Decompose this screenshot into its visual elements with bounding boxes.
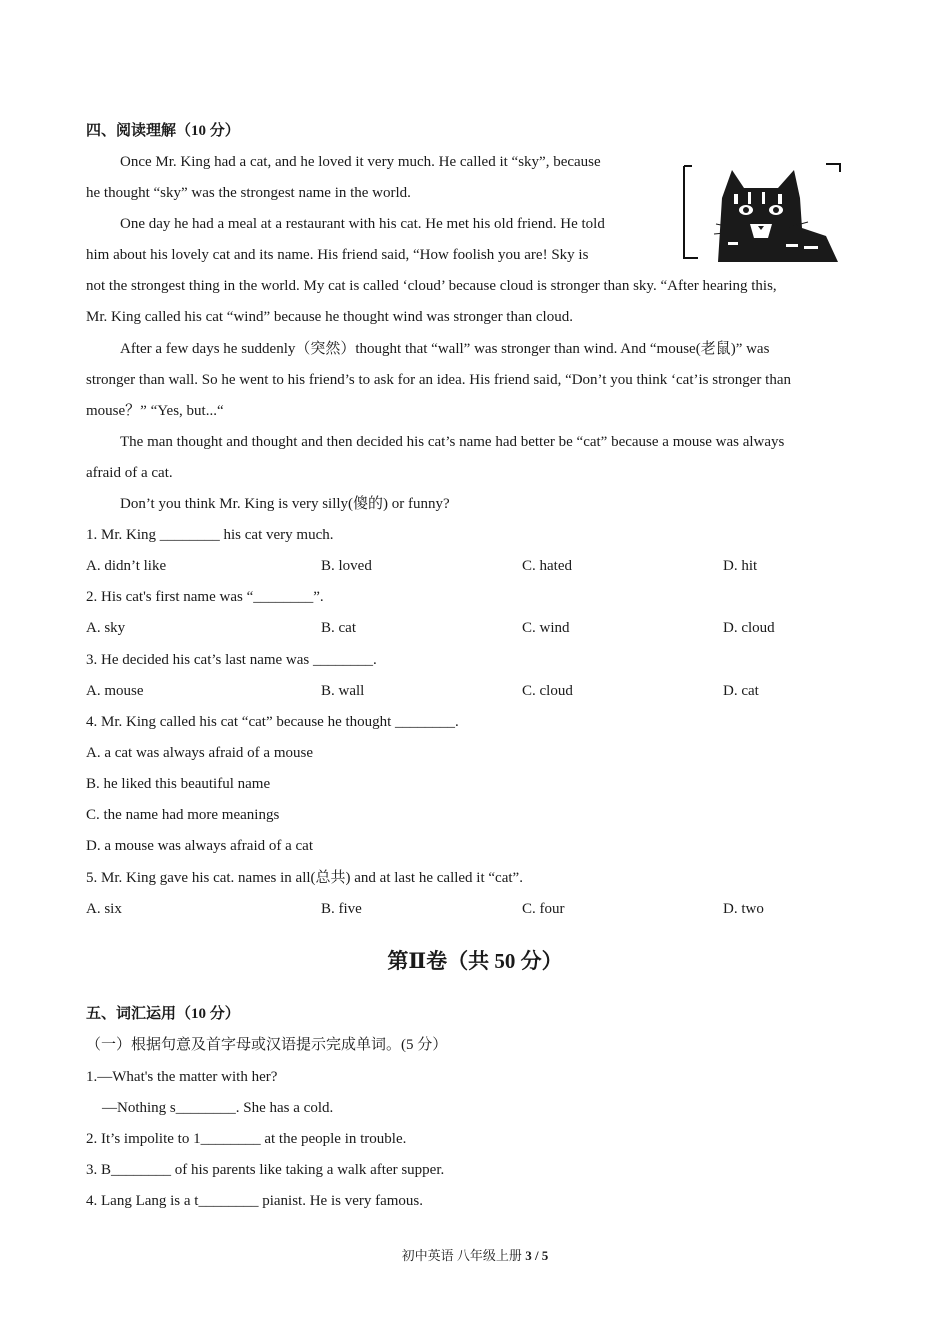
option-b: B. cat xyxy=(321,620,356,636)
cat-illustration xyxy=(678,158,844,266)
vocab-item: 3. B________ of his parents like taking a walk after supper. xyxy=(86,1162,445,1178)
section-4-title: 四、阅读理解（10 分） xyxy=(86,123,240,139)
exam-page xyxy=(86,0,864,1344)
option-d: D. two xyxy=(723,901,764,917)
passage-line: mouse？” “Yes, but...“ xyxy=(86,403,224,419)
option-c: C. four xyxy=(522,901,565,917)
option-c: C. wind xyxy=(522,620,570,636)
vocab-item: 2. It’s impolite to 1________ at the people in trouble. xyxy=(86,1131,407,1147)
passage-line: Once Mr. King had a cat, and he loved it very much. He called it “sky”, because xyxy=(120,154,601,170)
option-c: C. cloud xyxy=(522,683,573,699)
passage-line: afraid of a cat. xyxy=(86,465,173,481)
question-stem: 2. His cat's first name was “________”. xyxy=(86,589,324,605)
option-b: B. five xyxy=(321,901,362,917)
page-number: 3 / 5 xyxy=(525,1248,549,1263)
option-a: A. sky xyxy=(86,620,126,636)
vocab-item: —Nothing s________. She has a cold. xyxy=(102,1100,334,1116)
option-a: A. six xyxy=(86,901,122,917)
option-b: B. loved xyxy=(321,558,372,574)
footer-text: 初中英语 八年级上册 xyxy=(401,1248,526,1263)
passage-line: he thought “sky” was the strongest name in the world. xyxy=(86,185,411,201)
passage-line: not the strongest thing in the world. My cat is called ‘cloud’ because cloud is stronger than sky. “After hearing this, xyxy=(86,278,777,294)
option-a: A. didn’t like xyxy=(86,558,167,574)
vocab-item: 1.—What's the matter with her? xyxy=(86,1069,278,1085)
passage-line: After a few days he suddenly（突然）thought that “wall” was stronger than wind. And “mouse(老鼠)” was xyxy=(120,341,770,357)
option-d: D. cloud xyxy=(723,620,775,636)
option-d: D. cat xyxy=(723,683,759,699)
option-a: A. a cat was always afraid of a mouse xyxy=(86,745,313,761)
option-b: B. he liked this beautiful name xyxy=(86,776,271,792)
section-5-title: 五、词汇运用（10 分） xyxy=(86,1006,240,1022)
question-stem: 3. He decided his cat’s last name was ________. xyxy=(86,652,377,668)
passage-line: Don’t you think Mr. King is very silly(傻的) or funny? xyxy=(120,496,450,512)
passage-line: Mr. King called his cat “wind” because he thought wind was stronger than cloud. xyxy=(86,309,573,325)
vocab-item: 4. Lang Lang is a t________ pianist. He is very famous. xyxy=(86,1193,424,1209)
section-5-subtitle: （一）根据句意及首字母或汉语提示完成单词。(5 分） xyxy=(86,1037,448,1053)
option-d: D. hit xyxy=(723,558,758,574)
option-c: C. hated xyxy=(522,558,572,574)
passage-line: The man thought and thought and then decided his cat’s name had better be “cat” because a mouse was always xyxy=(120,434,785,450)
option-c: C. the name had more meanings xyxy=(86,807,280,823)
part-2-title: 第Ⅱ卷（共 50 分） xyxy=(387,949,563,973)
option-a: A. mouse xyxy=(86,683,144,699)
question-stem: 1. Mr. King ________ his cat very much. xyxy=(86,527,334,543)
passage-line: One day he had a meal at a restaurant with his cat. He met his old friend. He told xyxy=(120,216,605,232)
question-stem: 5. Mr. King gave his cat. names in all(总共) and at last he called it “cat”. xyxy=(86,870,523,886)
page-footer xyxy=(86,1247,864,1265)
option-d: D. a mouse was always afraid of a cat xyxy=(86,838,313,854)
passage-line: him about his lovely cat and its name. His friend said, “How foolish you are! Sky is xyxy=(86,247,589,263)
option-b: B. wall xyxy=(321,683,365,699)
passage-line: stronger than wall. So he went to his friend’s to ask for an idea. His friend said, “Don’t you think ‘cat’is stronger than xyxy=(86,372,791,388)
question-stem: 4. Mr. King called his cat “cat” because he thought ________. xyxy=(86,714,459,730)
